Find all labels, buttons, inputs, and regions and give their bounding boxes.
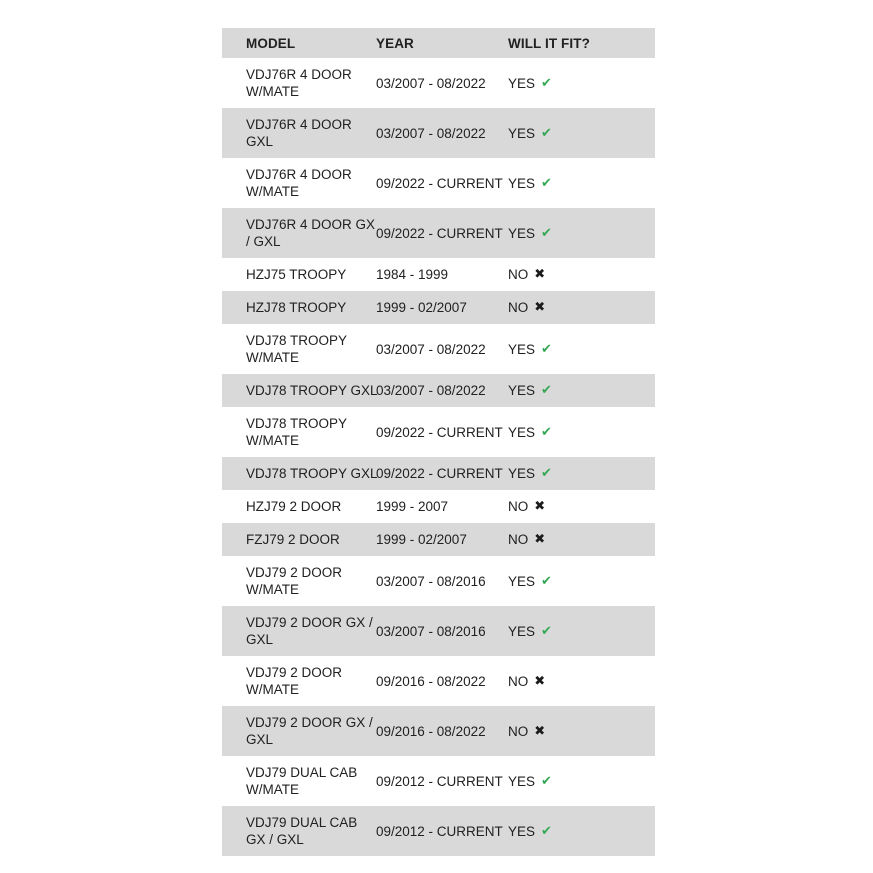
model-cell (222, 415, 376, 449)
year-cell: 09/2022 - CURRENT (376, 175, 503, 191)
year-cell: 1999 - 2007 (376, 499, 449, 514)
fit-cell (508, 531, 655, 548)
fit-cell (508, 723, 655, 740)
model-cell (222, 664, 376, 698)
model-line: HZJ75 TROOPY (246, 267, 347, 282)
check-icon: ✔ (541, 466, 552, 481)
fitment-table (222, 28, 655, 856)
model-line: HZJ78 TROOPY (246, 300, 347, 315)
cross-icon: ✖ (534, 723, 546, 739)
model-line: W/MATE (246, 782, 299, 797)
fit-label: NO (508, 723, 529, 739)
table-row (222, 324, 655, 374)
model-cell (222, 714, 376, 748)
model-line: GXL (246, 134, 274, 149)
model-line: FZJ79 2 DOOR (246, 532, 340, 547)
check-icon: ✔ (541, 175, 552, 191)
model-cell (222, 564, 376, 598)
model-line: GX / GXL (246, 832, 304, 847)
model-line: VDJ79 2 DOOR GX / (246, 715, 373, 730)
table-row (222, 523, 655, 556)
year-cell: 09/2022 - CURRENT (376, 466, 503, 481)
table-row (222, 208, 655, 258)
fit-label: YES (508, 424, 536, 440)
model-cell (222, 166, 376, 200)
model-line: VDJ76R 4 DOOR GX (246, 217, 376, 232)
model-line: W/MATE (246, 84, 299, 99)
model-line: VDJ79 2 DOOR (246, 665, 343, 680)
model-line: VDJ79 DUAL CAB (246, 765, 358, 780)
fit-label: YES (508, 75, 536, 91)
fit-cell (508, 773, 655, 790)
fit-label: YES (508, 466, 536, 481)
model-cell (222, 266, 376, 283)
fit-cell (508, 424, 655, 441)
model-line: VDJ76R 4 DOOR (246, 117, 352, 132)
model-cell (222, 216, 376, 250)
fit-cell (508, 266, 655, 283)
table-row (222, 656, 655, 706)
cross-icon: ✖ (534, 499, 546, 514)
table-row (222, 258, 655, 291)
year-cell: 09/2012 - CURRENT (376, 823, 503, 839)
model-line: VDJ78 TROOPY GXL (246, 383, 378, 398)
model-cell (222, 614, 376, 648)
fit-cell (508, 225, 655, 242)
fit-cell (508, 465, 655, 482)
model-line: VDJ76R 4 DOOR (246, 167, 352, 182)
year-cell: 03/2007 - 08/2022 (376, 75, 486, 91)
fit-label: YES (508, 823, 536, 839)
model-line: GXL (246, 632, 274, 647)
model-line: VDJ79 DUAL CAB (246, 815, 358, 830)
fit-cell (508, 673, 655, 690)
model-line: W/MATE (246, 184, 299, 199)
model-line: W/MATE (246, 350, 299, 365)
year-cell: 09/2022 - CURRENT (376, 424, 503, 440)
table-row (222, 374, 655, 407)
model-line: VDJ79 2 DOOR GX / (246, 615, 373, 630)
model-cell (222, 814, 376, 848)
table-row (222, 158, 655, 208)
fit-label: YES (508, 125, 536, 141)
check-icon: ✔ (541, 383, 552, 398)
model-line: VDJ78 TROOPY (246, 416, 348, 431)
model-cell (222, 116, 376, 150)
check-icon: ✔ (541, 225, 552, 241)
year-cell: 09/2012 - CURRENT (376, 773, 503, 789)
fit-cell (508, 299, 655, 316)
year-cell: 09/2022 - CURRENT (376, 225, 503, 241)
year-cell: 03/2007 - 08/2022 (376, 383, 486, 398)
model-line: / GXL (246, 234, 281, 249)
fit-label: NO (508, 532, 529, 547)
table-header (222, 28, 655, 58)
column-header-will-it-fit: WILL IT FIT? (508, 35, 590, 51)
table-row (222, 556, 655, 606)
fit-label: NO (508, 673, 529, 689)
table-row (222, 58, 655, 108)
year-cell: 09/2016 - 08/2022 (376, 723, 486, 739)
check-icon: ✔ (541, 125, 552, 141)
check-icon: ✔ (541, 573, 552, 589)
check-icon: ✔ (541, 424, 552, 440)
model-line: VDJ78 TROOPY GXL (246, 466, 378, 481)
fit-label: NO (508, 300, 529, 315)
fit-cell (508, 75, 655, 92)
check-icon: ✔ (541, 623, 552, 639)
fit-cell (508, 623, 655, 640)
model-line: W/MATE (246, 433, 299, 448)
model-line: VDJ79 2 DOOR (246, 565, 343, 580)
check-icon: ✔ (541, 75, 552, 91)
check-icon: ✔ (541, 823, 552, 839)
check-icon: ✔ (541, 773, 552, 789)
model-line: HZJ79 2 DOOR (246, 499, 342, 514)
table-row (222, 291, 655, 324)
table-row (222, 606, 655, 656)
year-cell: 1984 - 1999 (376, 267, 449, 282)
year-cell: 03/2007 - 08/2022 (376, 125, 486, 141)
model-line: W/MATE (246, 582, 299, 597)
fit-cell (508, 498, 655, 515)
model-cell (222, 382, 376, 399)
year-cell: 03/2007 - 08/2016 (376, 573, 486, 589)
fit-label: YES (508, 225, 536, 241)
check-icon: ✔ (541, 341, 552, 357)
fit-cell (508, 175, 655, 192)
fit-cell (508, 382, 655, 399)
table-row (222, 756, 655, 806)
fit-label: YES (508, 383, 536, 398)
cross-icon: ✖ (534, 300, 546, 315)
table-body (222, 58, 655, 856)
fit-label: YES (508, 175, 536, 191)
model-line: GXL (246, 732, 274, 747)
model-cell (222, 531, 376, 548)
fit-label: YES (508, 341, 536, 357)
column-header-model: MODEL (246, 35, 296, 51)
table-row (222, 108, 655, 158)
model-cell (222, 498, 376, 515)
table-row (222, 706, 655, 756)
table-row (222, 457, 655, 490)
model-cell (222, 332, 376, 366)
fit-label: NO (508, 499, 529, 514)
fit-label: NO (508, 267, 529, 282)
fit-cell (508, 125, 655, 142)
model-line: W/MATE (246, 682, 299, 697)
cross-icon: ✖ (534, 267, 546, 282)
table-row (222, 407, 655, 457)
fit-cell (508, 341, 655, 358)
model-line: VDJ78 TROOPY (246, 333, 348, 348)
table-row (222, 490, 655, 523)
fit-cell (508, 823, 655, 840)
fit-label: YES (508, 773, 536, 789)
fit-cell (508, 573, 655, 590)
column-header-year: YEAR (376, 35, 414, 51)
model-cell (222, 764, 376, 798)
model-line: VDJ76R 4 DOOR (246, 67, 352, 82)
fit-label: YES (508, 573, 536, 589)
table-row (222, 806, 655, 856)
year-cell: 03/2007 - 08/2022 (376, 341, 486, 357)
model-cell (222, 465, 376, 482)
year-cell: 09/2016 - 08/2022 (376, 673, 486, 689)
year-cell: 1999 - 02/2007 (376, 300, 467, 315)
model-cell (222, 299, 376, 316)
year-cell: 03/2007 - 08/2016 (376, 623, 486, 639)
year-cell: 1999 - 02/2007 (376, 532, 467, 547)
cross-icon: ✖ (534, 532, 546, 547)
cross-icon: ✖ (534, 673, 546, 689)
fit-label: YES (508, 623, 536, 639)
model-cell (222, 66, 376, 100)
